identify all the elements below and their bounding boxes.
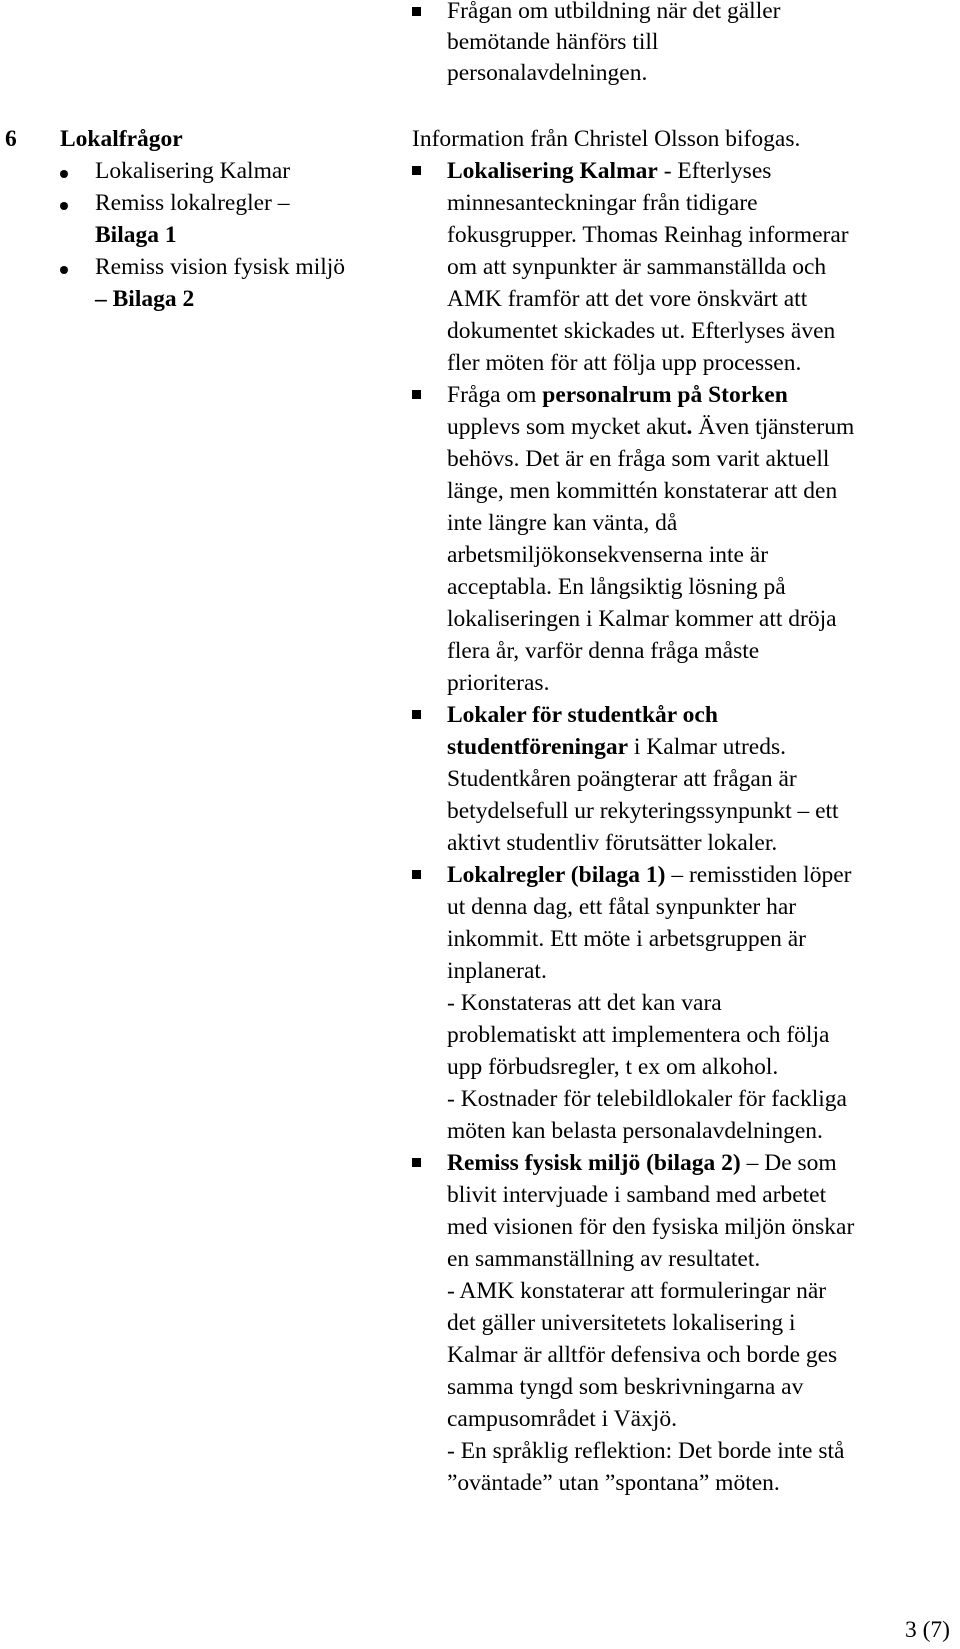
bullet-line: aktivt studentliv förutsätter lokaler. [447,830,778,856]
agenda-item: Lokalisering Kalmar [95,158,291,184]
agenda-item: Remiss vision fysisk miljö [95,254,346,280]
bullet-heading: Lokalisering Kalmar [447,158,658,184]
bullet-line: Studentkåren poängterar att frågan är [447,766,797,792]
intro-bullet-icon [412,7,421,16]
bullet-line: en sammanställning av resultatet. [447,1246,761,1272]
bullet-line: minnesanteckningar från tidigare [447,190,758,216]
bullet-line: samma tyngd som beskrivningarna av [447,1374,804,1400]
bullet-line: arbetsmiljökonsekvenserna inte är [447,542,769,568]
bullet-line: flera år, varför denna fråga måste [447,638,760,664]
page-number: 3 (7) [904,1617,950,1643]
bullet-heading: personalrum på Storken [542,382,788,408]
bullet-text: Även tjänsterum [692,414,855,440]
agenda-bullet-icon [60,170,68,178]
agenda-item-attachment: – Bilaga 2 [95,286,195,312]
bullet-line: lokaliseringen i Kalmar kommer att dröja [447,606,837,632]
bullet-line: - En språklig reflektion: Det borde inte stå [447,1438,845,1464]
bullet-text: – De som [740,1150,837,1176]
bullet-line: - AMK konstaterar att formuleringar när [447,1278,827,1304]
bullet-heading: Lokalregler (bilaga 1) [447,862,666,888]
bullet-first-line [447,384,788,408]
bullet-line [447,736,786,760]
bullet-line: behövs. Det är en fråga som varit aktuell [447,446,830,472]
bullet-line: - Konstateras att det kan vara [447,990,722,1016]
bullet-heading: Remiss fysisk miljö (bilaga 2) [447,1150,741,1176]
intro-line: Frågan om utbildning när det gäller [447,0,781,24]
bullet-line: inte längre kan vänta, då [447,510,678,536]
bullet-line: blivit intervjuade i samband med arbetet [447,1182,827,1208]
bullet-line: inplanerat. [447,958,547,984]
square-bullet-icon [412,710,421,719]
section-number: 6 [5,126,17,152]
square-bullet-icon [412,390,421,399]
bullet-heading: studentföreningar [447,734,629,760]
bullet-line: campusområdet i Växjö. [447,1406,677,1432]
bullet-line: inkommit. Ett möte i arbetsgruppen är [447,926,806,952]
bullet-line: dokumentet skickades ut. Efterlyses även [447,318,836,344]
bullet-line: möten kan belasta personalavdelningen. [447,1118,823,1144]
bullet-line: betydelsefull ur rekyteringssynpunkt – ett [447,798,839,824]
square-bullet-icon [412,870,421,879]
bullet-line: fokusgrupper. Thomas Reinhag informerar [447,222,849,248]
bullet-text: upplevs som mycket akut [447,414,687,440]
bullet-text-bold: . [686,414,693,440]
bullet-heading: Lokaler för studentkår och [447,702,718,728]
bullet-text: - Efterlyses [657,158,772,184]
intro-line: bemötande hänförs till [447,29,659,55]
agenda-item-attachment: Bilaga 1 [95,222,177,248]
agenda-bullet-icon [60,266,68,274]
agenda-bullet-icon [60,202,68,210]
agenda-item: Remiss lokalregler – [95,190,290,216]
bullet-first-line [447,1152,837,1176]
section-title: Lokalfrågor [60,126,183,152]
bullet-text: Fråga om [447,382,543,408]
bullet-text: – remisstiden löper [665,862,852,888]
bullet-line: länge, men kommittén konstaterar att den [447,478,838,504]
bullet-line: det gäller universitetets lokalisering i [447,1310,796,1336]
intro-line: personalavdelningen. [447,60,648,86]
info-line: Information från Christel Olsson bifogas. [412,126,801,152]
bullet-text: i Kalmar utreds. [628,734,786,760]
bullet-line: om att synpunkter är sammanställda och [447,254,827,280]
bullet-line: acceptabla. En långsiktig lösning på [447,574,786,600]
bullet-line: - Kostnader för telebildlokaler för fackliga [447,1086,847,1112]
bullet-line: prioriteras. [447,670,550,696]
bullet-line [447,416,854,440]
bullet-line: med visionen för den fysiska miljön önskar [447,1214,855,1240]
square-bullet-icon [412,1158,421,1167]
bullet-line: AMK framför att det vore önskvärt att [447,286,808,312]
bullet-line: ut denna dag, ett fåtal synpunkter har [447,894,797,920]
bullet-line: Kalmar är alltför defensiva och borde ges [447,1342,838,1368]
bullet-line: fler möten för att följa upp processen. [447,350,802,376]
bullet-line: upp förbudsregler, t ex om alkohol. [447,1054,779,1080]
bullet-first-line [447,160,771,184]
bullet-line: problematiskt att implementera och följa [447,1022,830,1048]
bullet-first-line [447,864,851,888]
bullet-line: ”oväntade” utan ”spontana” möten. [447,1470,780,1496]
square-bullet-icon [412,166,421,175]
